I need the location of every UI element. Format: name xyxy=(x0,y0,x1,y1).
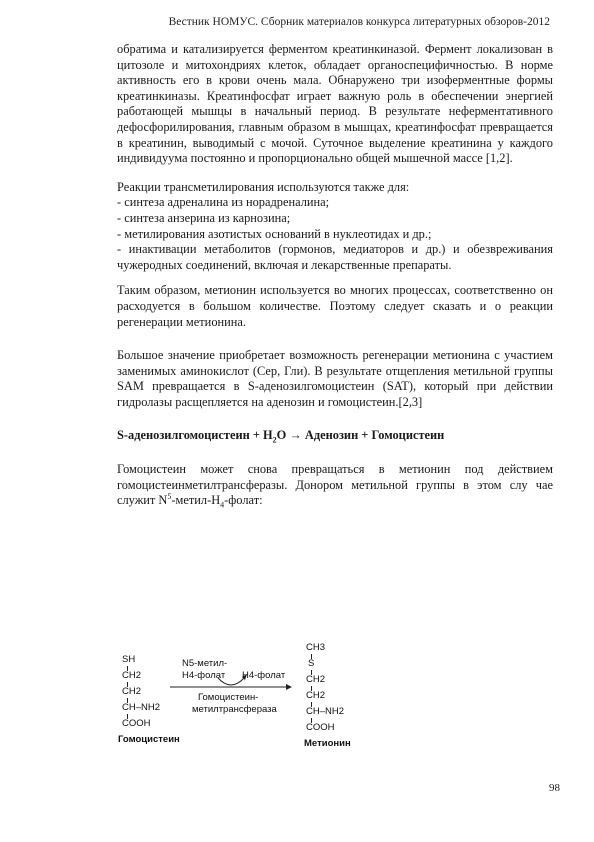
methionine-s: S xyxy=(308,658,315,669)
homocysteine-cooh: COOH xyxy=(122,718,151,729)
homocysteine-ch2-b: CH2 xyxy=(122,686,142,697)
methionine-ch2-a: CH2 xyxy=(306,674,326,685)
body-text xyxy=(117,42,553,509)
paragraph-methionine-usage: Таким образом, метионин используется во многих процессах, соответственно он расходуется в большом количестве. Поэтому следует сказать и о реакции регенерации метионина. xyxy=(117,283,553,329)
enzyme-label-1: Гомоцистеин- xyxy=(198,692,259,703)
list-item: - метилирования азотистых оснований в нуклеотидах и др.; xyxy=(117,226,432,241)
list-item: - инактивации метаболитов (гормонов, медиаторов и др.) и обезвреживания чужеродных соединений, включая и лекарственные препараты. xyxy=(117,242,553,272)
methionine-label: Метионин xyxy=(304,738,351,749)
reaction-arrow-head xyxy=(286,684,292,690)
homocysteine-ch-nh2: CH–NH2 xyxy=(122,702,161,713)
methionine-cooh: COOH xyxy=(306,722,335,733)
page-number: 98 xyxy=(549,782,560,794)
list-item: - синтеза анзерина из карнозина; xyxy=(117,210,291,225)
paragraph-regeneration: Большое значение приобретает возможность регенерации метионина с участием заменимых аминокислот (Сер, Гли). В результате отщепления метильной группы SAM превращается в S-аденозилгомоцистеин (SAT), который при действии гидролазы расщепляется на аденозин и гомоцистеин.[2,3] xyxy=(117,348,553,409)
methionine-ch2-b: CH2 xyxy=(306,690,326,701)
running-header: Вестник НОМУС. Сборник материалов конкурса литературных обзоров-2012 xyxy=(168,16,550,28)
paragraph-creatine: обратима и катализируется ферментом креатинкиназой. Фермент локализован в цитозоле и митохондриях клеток, обладает органоспецифичностью. В норме активность его в крови очень мала. Обнаружено три изоферментные формы креатинкиназы. Креатинфосфат играет важную роль в обеспечении энергией работающей мышцы в начальный период. В результате неферментативного дефосфорилирования, главным образом в мышцах, креатинфосфат превращается в креатинин, выводимый с мочой. Суточное выделение креатинина у каждого индивидуума постоянно и пропорционально общей мышечной массе [1,2]. xyxy=(117,42,553,166)
homocysteine-ch2-a: CH2 xyxy=(122,670,142,681)
cofactor-folate-product: H4-фолат xyxy=(242,670,286,681)
reaction-equation: S-аденозилгомоцистеин + $H_2O$ → Аденозин + Гомоцистеин xyxy=(117,428,445,445)
methionine-ch3: CH3 xyxy=(306,642,326,653)
paragraph-transmethylation-intro: Реакции трансметилирования используются также для: xyxy=(117,179,410,194)
reaction-scheme xyxy=(118,638,378,760)
cofactor-methyl-folate: N5-метил- xyxy=(182,658,228,669)
paragraph-homocysteine-methylation: Гомоцистеин может снова превращаться в метионин под действием гомоцистеинметилтрансферазы. Донором метильной группы в этом слу чае служит $N^5-метил-H_4$-фолат: xyxy=(117,462,553,510)
homocysteine-label: Гомоцистеин xyxy=(118,734,180,745)
methionine-ch-nh2: CH–NH2 xyxy=(306,706,345,717)
cofactor-methyl-folate-2: H4-фолат xyxy=(182,670,226,681)
homocysteine-sh: SH xyxy=(122,654,136,665)
list-item: - синтеза адреналина из норадреналина; xyxy=(117,195,330,210)
enzyme-label-2: метилтрансфераза xyxy=(192,704,277,715)
